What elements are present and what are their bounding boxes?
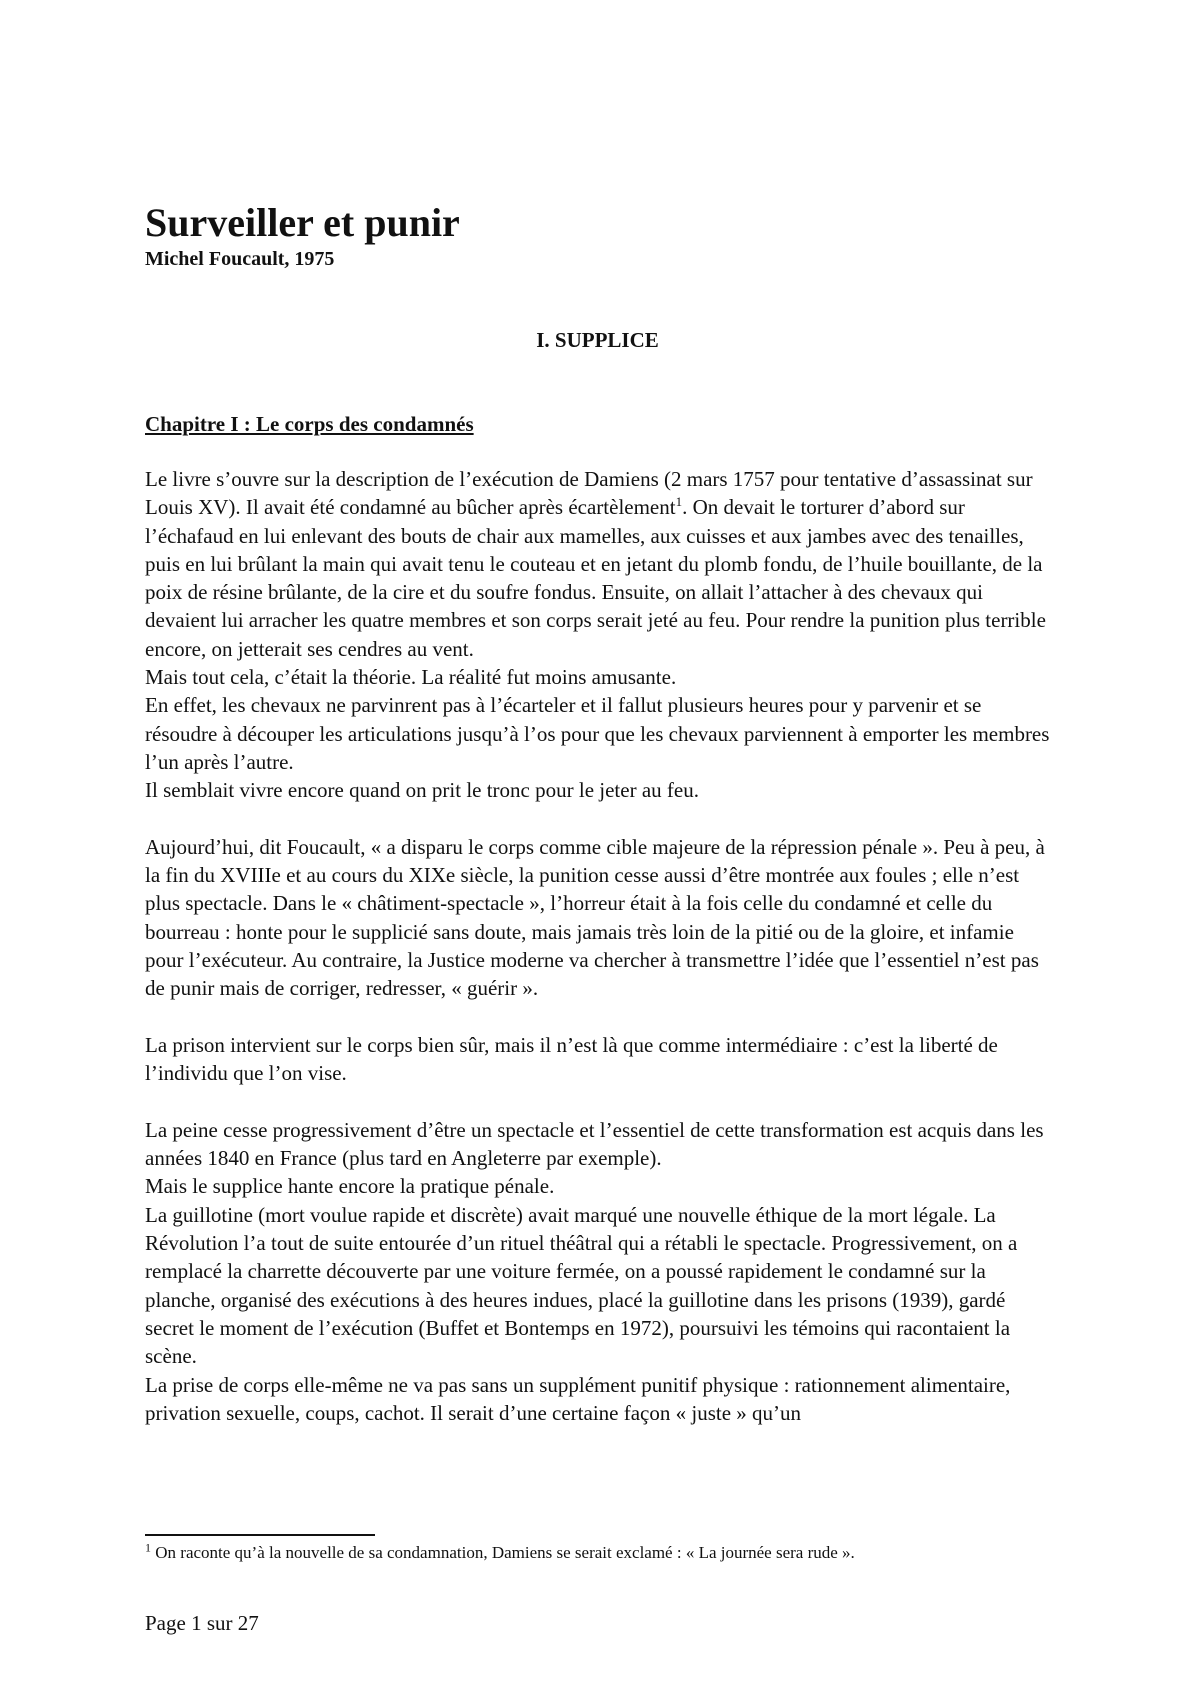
paragraph-prison: La prison intervient sur le corps bien sûr, mais il n’est là que comme intermédiaire : c’est la liberté de l’individu que l’on vise. bbox=[145, 1032, 998, 1086]
body-text bbox=[145, 465, 1050, 1427]
page-content bbox=[145, 200, 1050, 1427]
chapter-heading: Chapitre I : Le corps des condamnés bbox=[145, 412, 474, 436]
footnote-separator bbox=[145, 1534, 375, 1536]
footnote-reference[interactable]: 1 bbox=[675, 494, 683, 510]
page-number: Page 1 sur 27 bbox=[145, 1611, 259, 1635]
paragraph-spacer bbox=[145, 805, 1050, 833]
footnote-text: On raconte qu’à la nouvelle de sa condamnation, Damiens se serait exclamé : « La journée sera rude ». bbox=[151, 1543, 855, 1562]
paragraph-spacer bbox=[145, 1088, 1050, 1116]
paragraph-damiens bbox=[145, 465, 1050, 663]
paragraph-spectacle: La peine cesse progressivement d’être un spectacle et l’essentiel de cette transformation est acquis dans les années 1840 en France (plus tard en Angleterre par exemple). bbox=[145, 1117, 1044, 1171]
paragraph-today: Aujourd’hui, dit Foucault, « a disparu le corps comme cible majeure de la répression pénale ». Peu à peu, à la fin du XVIIIe et au cours du XIXe siècle, la punition cesse aussi d’être montrée aux foules ; elle n’est plus spectacle. Dans le « châtiment-spectacle », l’horreur était à la fois celle du condamné et celle du bourreau : honte pour le supplicié sans doute, mais jamais très loin de la pitié ou de la gloire, et infamie pour l’exécuteur. Au contraire, la Justice moderne va chercher à transmettre l’idée que l’essentiel n’est pas de punir mais de corriger, redresser, « guérir ». bbox=[145, 834, 1045, 1001]
paragraph-guillotine: La guillotine (mort voulue rapide et discrète) avait marqué une nouvelle éthique de la mort légale. La Révolution l’a tout de suite entourée d’un rituel théâtral qui a rétabli le spectacle. Progressivement, on a remplacé la charrette découverte par une voiture fermée, on a poussé rapidement le condamné sur la planche, organisé des exécutions à des heures indues, placé la guillotine dans les prisons (1939), gardé secret le moment de l’exécution (Buffet et Bontemps en 1972), poursuivi les témoins qui racontaient la scène. bbox=[145, 1202, 1018, 1369]
footnote bbox=[145, 1542, 1050, 1564]
paragraph-theory: Mais tout cela, c’était la théorie. La réalité fut moins amusante. bbox=[145, 665, 677, 690]
paragraph-spacer bbox=[145, 1003, 1050, 1031]
footnote-marker: 1 bbox=[145, 1540, 151, 1555]
paragraph-text: . On devait le torturer d’abord sur l’échafaud en lui enlevant des bouts de chair aux mamelles, aux cuisses et aux jambes avec des tenailles, puis en lui brûlant la main qui avait tenu le couteau et en jetant du plomb fondu, de l’huile bouillante, de la poix de résine brûlante, de la cire et du soufre fondus. Ensuite, on allait l’attacher à des chevaux qui devaient lui arracher les quatre membres et son corps serait jeté au feu. Pour rendre la punition plus terrible encore, on jetterait ses cendres au vent. bbox=[145, 495, 1046, 661]
document-title: Surveiller et punir bbox=[145, 200, 460, 245]
part-heading: I. SUPPLICE bbox=[536, 328, 659, 352]
paragraph-text: Le livre s’ouvre sur la description de l’exécution de Damiens (2 mars 1757 pour tentative d’assassinat sur Louis XV). Il avait été condamné au bûcher après écartèlement bbox=[145, 467, 1033, 520]
paragraph-horses: En effet, les chevaux ne parvinrent pas à l’écarteler et il fallut plusieurs heures pour y parvenir et se résoudre à découper les articulations jusqu’à l’os pour que les chevaux parviennent à emporter les membres l’un après l’autre. bbox=[145, 693, 1050, 774]
paragraph-supplice: Mais le supplice hante encore la pratique pénale. bbox=[145, 1174, 555, 1199]
paragraph-prise-de-corps: La prise de corps elle-même ne va pas sans un supplément punitif physique : rationnement alimentaire, privation sexuelle, coups, cachot. Il serait d’une certaine façon « juste » qu’un bbox=[145, 1372, 1011, 1425]
paragraph-trunk: Il semblait vivre encore quand on prit le tronc pour le jeter au feu. bbox=[145, 778, 699, 803]
document-author-line: Michel Foucault, 1975 bbox=[145, 248, 335, 270]
